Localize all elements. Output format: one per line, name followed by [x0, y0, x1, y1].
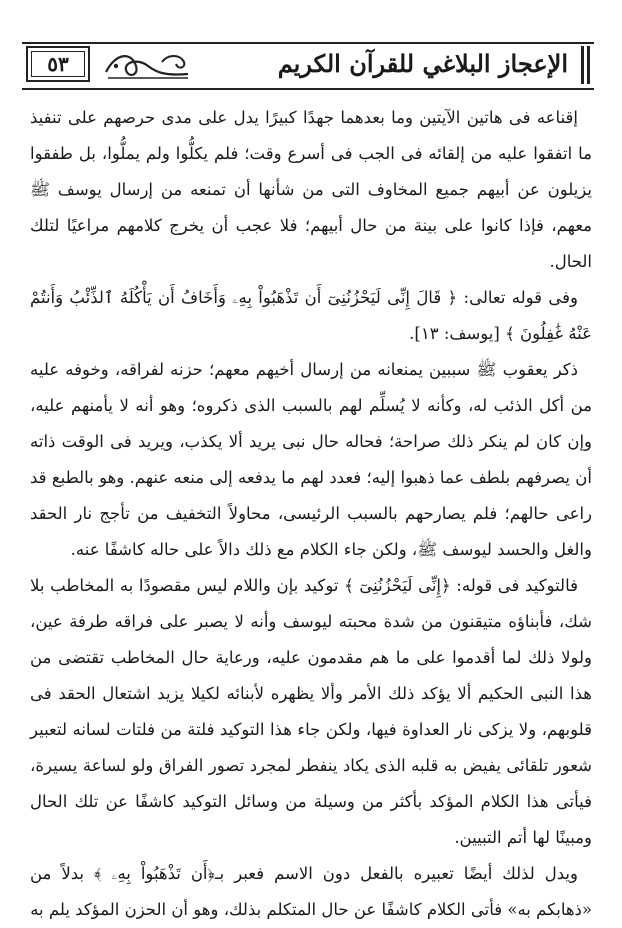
text-line: الحكيم ألا يؤكد ذلك الأمر وألا يظهره لأبنائه لكيلا يزيد اشتعال الحقد فى قلوبهم، ولا: [30, 684, 592, 739]
text-line: عن أبيهم جميع المخاوف التى من شأنها أن تمنعه من إرسال يوسف ﷺ معهم، فإذا: [30, 180, 593, 235]
text-line: والغل والحسد ليوسف ﷺ، ولكن جاء الكلام مع ذلك دالاً على حاله كاشفًا عنه.: [70, 540, 592, 559]
text-line: تلقائى يفيض به قلبه الذى يكاد ينفطر لمجرد تصور الفراق ولو لساعة يسيرة، فيأتى: [30, 756, 592, 811]
text-line: «ذهابكم به» فأتى الكلام كاشفًا عن حال المتكلم بذلك، وهو أن الحزن المؤكد يلم به: [30, 900, 592, 919]
paragraph: [30, 100, 592, 280]
text-line: ذلك لما أقدموا على ما هم مقدمون عليه، ورعاية حال المخاطب تقتضى من هذا النبى: [30, 648, 593, 703]
text-line: عليه، وإن كان لم ينكر ذلك صراحة؛ فحاله حال نبى يريد ألا يكذب، ويريد فى الوقت: [30, 396, 592, 451]
paragraph: [30, 280, 592, 352]
ornament-icon: [102, 48, 192, 82]
header-top-rule: [22, 42, 594, 44]
header-vertical-bars: [576, 46, 590, 84]
text-line: وفى قوله تعالى: ﴿ قَالَ إِنِّى لَيَحْزُنُنِىٓ أَن تَذْهَبُواْ بِهِۦ وَأَخَافُ أَن يَأْكُلَهُ ٱلذِّئْبُ وَأَنتُمْ عَنْهُ: [30, 288, 592, 343]
text-line: شك، فأبناؤه متيقنون من شدة محبته ليوسف وأنه لا يصبر على فراقه طرفة عين، ولولا: [30, 612, 592, 667]
text-line: غَٰفِلُونَ ﴾ [يوسف: ١٣].: [409, 324, 564, 343]
text-line: يزكى نار العداوة فيها، ولكن جاء هذا التوكيد فلتة من فلتات لسانه لتعبير شعور: [30, 720, 592, 775]
text-line: كانوا على بينة من حال أبيهم؛ فلا عجب أن يخرج كلامهم مراعيًا لتلك الحال.: [30, 216, 592, 271]
text-line: إقناعه فى هاتين الآيتين وما بعدهما جهدًا كبيرًا يدل على مدى حرصهم على تنفيذ ما: [30, 108, 592, 163]
text-line: اتفقوا عليه من إلقائه فى الجب فى أسرع وقت؛ فلم يكلُّوا ولم يملُّوا، بل طفقوا يزيلون: [30, 144, 593, 199]
paragraph: [30, 352, 592, 568]
header-bottom-rule: [22, 88, 594, 90]
text-line: فالتوكيد فى قوله: ﴿إِنِّى لَيَحْزُنُنِىٓ ﴾ توكيد بإن واللام ليس مقصودًا به المخاطب بلا: [30, 576, 578, 595]
text-line: هذا الكلام المؤكد بأكثر من وسيلة من وسائل التوكيد كاشفًا عن تلك الحال ومبينًا لها: [30, 792, 592, 847]
text-line: ذكر يعقوب ﷺ سببين يمنعانه من إرسال أخيهم معهم؛ حزنه لفراقه، وخوفه: [65, 360, 579, 379]
paragraph: [30, 568, 592, 856]
page-header: [22, 40, 594, 90]
page-number: ٥٣: [26, 46, 90, 82]
text-line: عليه من أكل الذئب له، وكأنه لا يُسلِّم لهم بالسبب الذى ذكروه؛ وهو أنه لا يأمنهم: [30, 360, 592, 415]
body-text: [30, 100, 592, 928]
text-line: ذاته أن يصرفهم بلطف عما ذهبوا إليه؛ فعدد لهم ما يدفعه إلى منعه عنهم. وهو بالطبع قد: [30, 432, 592, 487]
running-title: الإعجاز البلاغي للقرآن الكريم: [277, 49, 568, 78]
text-line: ويدل لذلك أيضًا تعبيره بالفعل دون الاسم فعبر بـ﴿أَن تَذْهَبُواْ بِهِۦ ﴾ بدلاً من: [30, 864, 578, 883]
text-line: أتم التبيين.: [454, 828, 528, 847]
text-line: راعى حالهم؛ فلم يصارحهم بالسبب الرئيسى، محاولاً التخفيف من تأجج نار الحقد: [30, 504, 592, 523]
paragraph: [30, 856, 592, 928]
